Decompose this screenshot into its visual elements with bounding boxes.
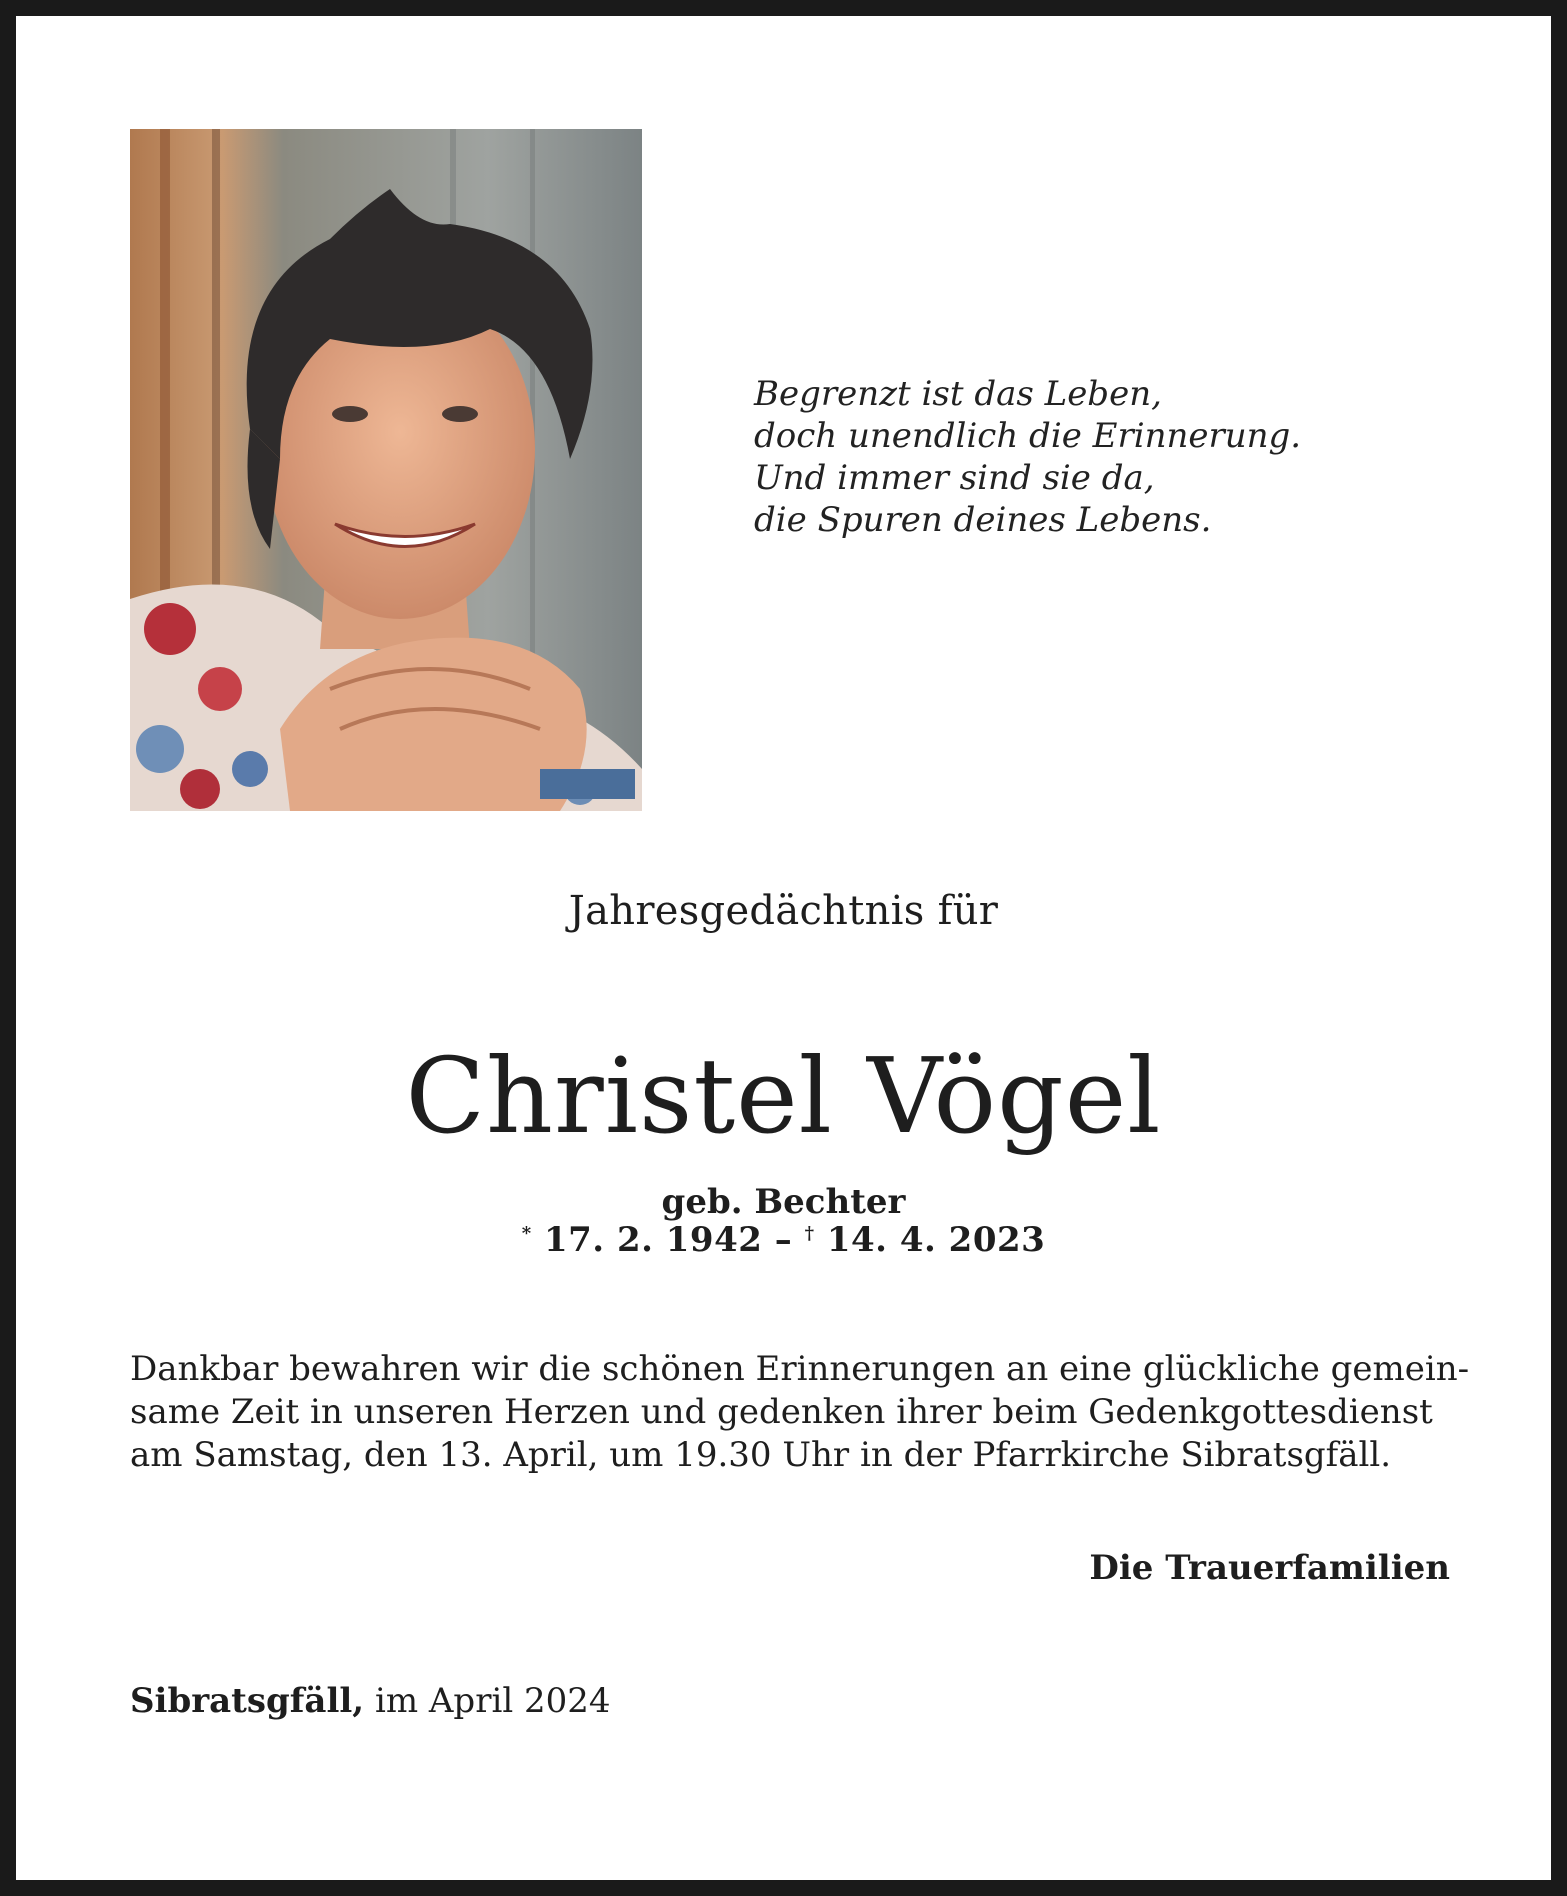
maiden-name: geb. Bechter bbox=[661, 1182, 906, 1222]
date-separator: – bbox=[774, 1220, 793, 1260]
signature: Die Trauerfamilien bbox=[1089, 1548, 1450, 1588]
message-line: Dankbar bewahren wir die schönen Erinnerungen an eine glückliche gemein- bbox=[130, 1349, 1470, 1389]
message-line: am Samstag, den 13. April, um 19.30 Uhr in der Pfarrkirche Sibratsgfäll. bbox=[130, 1435, 1392, 1475]
memorial-verse bbox=[754, 373, 1301, 541]
death-symbol: † bbox=[804, 1223, 815, 1244]
date-text: im April 2024 bbox=[374, 1681, 611, 1721]
memorial-intro: Jahresgedächtnis für bbox=[568, 888, 999, 934]
verse-line: die Spuren deines Lebens. bbox=[754, 500, 1212, 540]
deceased-name: Christel Vögel bbox=[405, 1035, 1162, 1157]
life-dates bbox=[16, 1220, 1551, 1260]
obituary-card bbox=[16, 16, 1551, 1880]
portrait-photo bbox=[130, 129, 642, 811]
message-line: same Zeit in unseren Herzen und gedenken ihrer beim Gedenkgottesdienst bbox=[130, 1392, 1433, 1432]
birth-symbol: * bbox=[521, 1223, 532, 1244]
verse-line: Begrenzt ist das Leben, bbox=[754, 374, 1162, 414]
place-name: Sibratsgfäll, bbox=[130, 1681, 365, 1721]
place-date-line bbox=[130, 1681, 611, 1721]
memorial-message bbox=[130, 1348, 1470, 1477]
birth-date: 17. 2. 1942 bbox=[543, 1220, 763, 1260]
death-date: 14. 4. 2023 bbox=[826, 1220, 1046, 1260]
verse-line: Und immer sind sie da, bbox=[754, 458, 1155, 498]
verse-line: doch unendlich die Erinnerung. bbox=[754, 416, 1302, 456]
